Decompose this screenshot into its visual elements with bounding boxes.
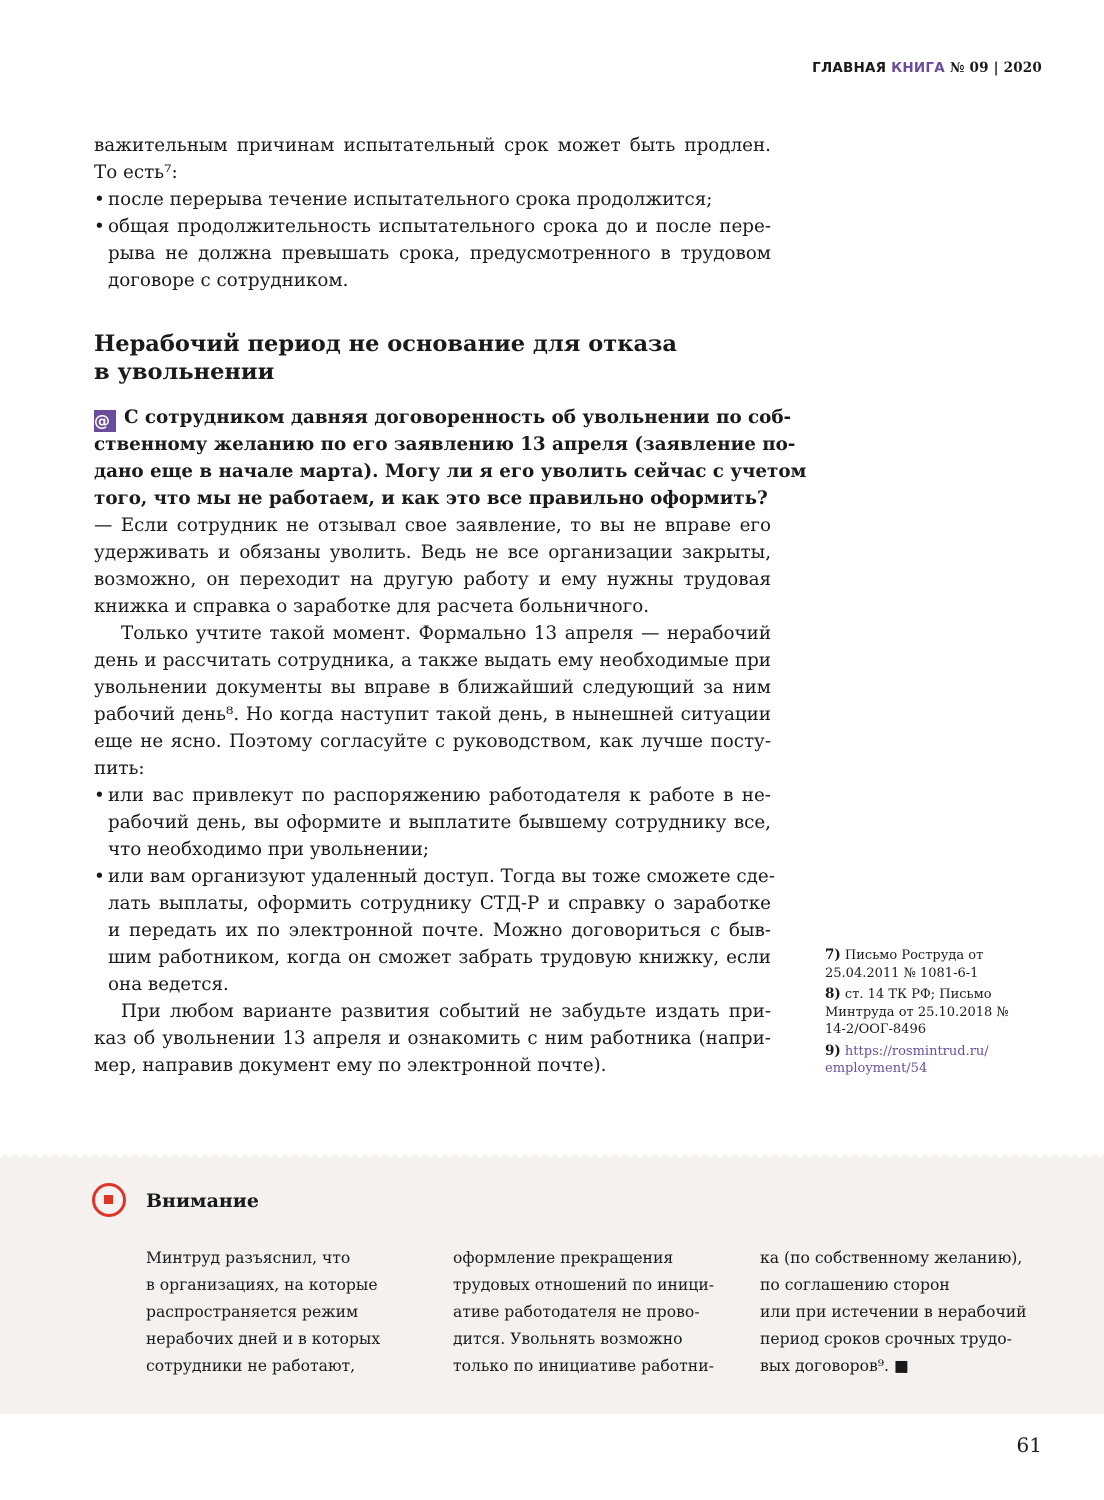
issue-number: № 09 | 2020: [949, 60, 1042, 76]
footnote-8: 8) ст. 14 ТК РФ; Письмо Минтруда от 25.10.2018 № 14-2/ООГ-8496: [825, 986, 1009, 1037]
brand-part1: ГЛАВНАЯ: [812, 60, 887, 76]
text-line: в увольнении: [94, 359, 275, 385]
brand-part2: КНИГА: [891, 60, 945, 76]
text-line: Минтруд разъяснил, что: [146, 1249, 351, 1267]
text-line: по соглашению сторон: [760, 1276, 950, 1294]
paragraph: [94, 620, 771, 782]
question-at-icon: @: [94, 410, 116, 432]
text-line: период сроков срочных трудо-: [760, 1330, 1012, 1348]
attention-column-3: [760, 1245, 1050, 1380]
text-line: и передать их по электронной почте. Можно договориться с быв-: [108, 920, 771, 941]
text-line: лать выплаты, оформить сотруднику СТД-Р и справку о заработке: [108, 893, 771, 914]
text-line: увольнении документы вы вправе в ближайший следующий за ним: [94, 677, 771, 698]
text-line: рабочий день⁸. Но когда наступит такой день, в нынешней ситуации: [94, 704, 771, 725]
text-line: То есть⁷:: [94, 162, 178, 183]
text-line: рыва не должна превышать срока, предусмотренного в трудовом: [108, 243, 771, 264]
text-line: — Если сотрудник не отзывал свое заявление, то вы не вправе его: [94, 515, 771, 536]
footnote-7: 7) Письмо Роструда от 25.04.2011 № 1081-6-1: [825, 947, 984, 981]
text-line: еще не ясно. Поэтому согласуйте с руководством, как лучше посту-: [94, 731, 771, 752]
text-line: она ведется.: [108, 974, 229, 995]
text-line: распространяется режим: [146, 1303, 359, 1321]
paragraph: [94, 512, 771, 620]
bullet-item: [94, 782, 771, 863]
attention-column-2: [453, 1245, 743, 1380]
text-line: трудовых отношений по иници-: [453, 1276, 714, 1294]
text-line: возможно, он переходит на другую работу и ему нужны трудовая: [94, 569, 771, 590]
page-number: 61: [1016, 1433, 1042, 1457]
text-line: только по инициативе работни-: [453, 1357, 714, 1375]
question: [94, 404, 807, 512]
text-line: мер, направив документ ему по электронной почте).: [94, 1055, 607, 1076]
text-line: того, что мы не работаем, и как это все правильно оформить?: [94, 488, 768, 509]
attention-column-1: [146, 1245, 436, 1380]
text-line: вых договоров⁹. ■: [760, 1357, 909, 1375]
paragraph: [94, 998, 771, 1079]
text-line: • после перерыва течение испытательного срока продолжится;: [94, 186, 771, 213]
text-line: сотрудники не работают,: [146, 1357, 356, 1375]
text-line: что необходимо при увольнении;: [108, 839, 430, 860]
running-header: [812, 60, 1042, 76]
text-line: рабочий день, вы оформите и выплатите бывшему сотруднику все,: [108, 812, 771, 833]
text-line: ка (по собственному желанию),: [760, 1249, 1023, 1267]
article-body: [94, 132, 807, 1079]
footnotes: [825, 947, 1025, 1082]
text-line: удерживать и обязаны уволить. Ведь не все организации закрыты,: [94, 542, 771, 563]
section-heading: [94, 330, 771, 386]
bullet-item: [94, 186, 771, 213]
text-line: • общая продолжительность испытательного срока до и после пере-: [94, 213, 771, 240]
text-line: @ С сотрудником давняя договоренность об увольнении по соб-: [94, 407, 792, 430]
attention-title: Внимание: [146, 1190, 259, 1212]
text-line: или при истечении в нерабочий: [760, 1303, 1027, 1321]
text-line: оформление прекращения: [453, 1249, 674, 1267]
text-line: ативе работодателя не прово-: [453, 1303, 700, 1321]
bullet-item: [94, 863, 775, 998]
stop-icon: [92, 1183, 126, 1217]
text-line: При любом варианте развития событий не забудьте издать при-: [121, 1001, 771, 1022]
text-line: день и рассчитать сотрудника, а также выдать ему необходимые при: [94, 650, 771, 671]
bullet-item: [94, 213, 771, 294]
text-line: важительным причинам испытательный срок может быть продлен.: [94, 135, 771, 156]
footnote-9: 9) https://rosmintrud.ru/ employment/54: [825, 1042, 989, 1076]
text-line: Только учтите такой момент. Формально 13 апреля — нерабочий: [121, 623, 771, 644]
text-line: договоре с сотрудником.: [108, 270, 349, 291]
text-line: в организациях, на которые: [146, 1276, 378, 1294]
text-line: шим работником, когда он сможет забрать трудовую книжку, если: [108, 947, 771, 968]
paragraph: [94, 132, 771, 186]
text-line: ственному желанию по его заявлению 13 апреля (заявление по-: [94, 434, 796, 455]
footnote-link[interactable]: https://rosmintrud.ru/ employment/54: [825, 1043, 989, 1076]
text-line: пить:: [94, 758, 145, 779]
text-line: Нерабочий период не основание для отказа: [94, 331, 677, 357]
text-line: дано еще в начале марта). Могу ли я его уволить сейчас с учетом: [94, 461, 807, 482]
text-line: дится. Увольнять возможно: [453, 1330, 683, 1348]
text-line: нерабочих дней и в которых: [146, 1330, 381, 1348]
text-line: каз об увольнении 13 апреля и ознакомить с ним работника (напри-: [94, 1028, 771, 1049]
text-line: книжка и справка о заработке для расчета больничного.: [94, 596, 650, 617]
text-line: • или вам организуют удаленный доступ. Тогда вы тоже сможете сде-: [94, 863, 771, 890]
text-line: • или вас привлекут по распоряжению работодателя к работе в не-: [94, 782, 771, 809]
